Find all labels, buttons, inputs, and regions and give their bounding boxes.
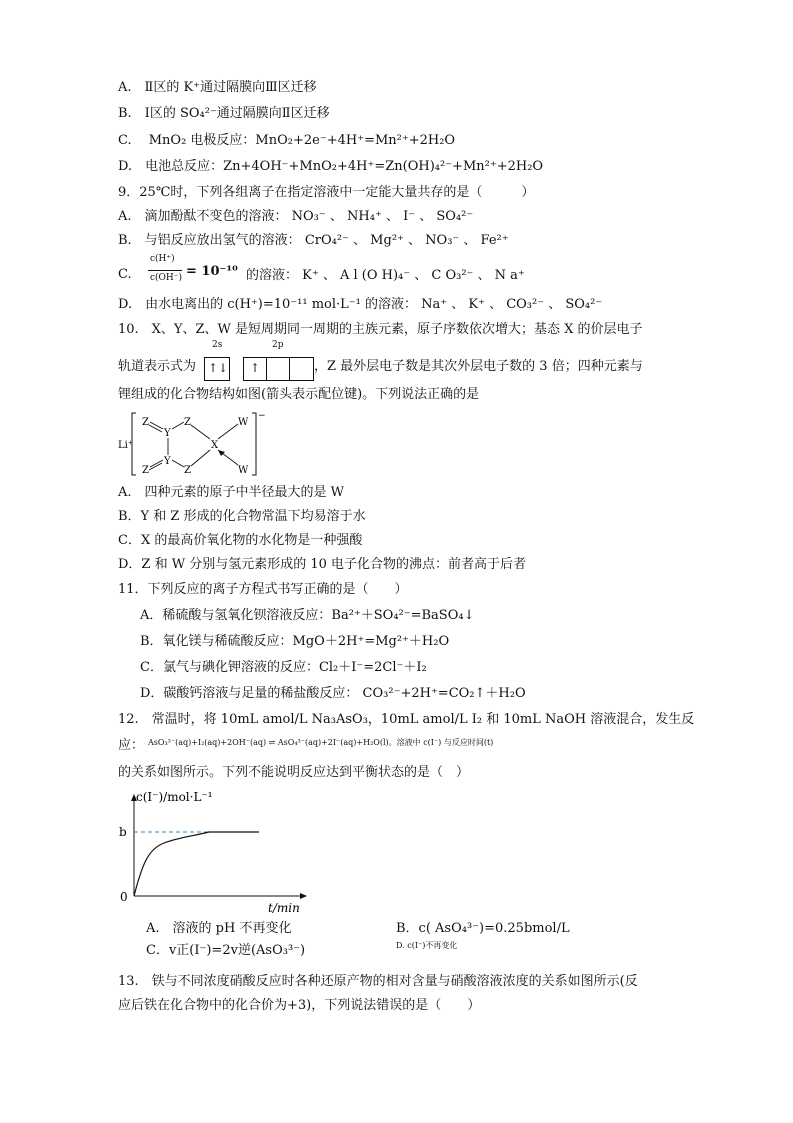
atom-z-bottom-right: Z (184, 465, 191, 476)
q12-stem-line2a: 应： (118, 738, 145, 753)
negative-charge: − (258, 411, 266, 421)
q10-stem-line3: 锂组成的化合物结构如图(箭头表示配位键)。下列说法正确的是 (118, 387, 480, 402)
graph-curve (134, 832, 259, 896)
q11-stem: 11．下列反应的离子方程式书写正确的是（ ） (118, 582, 408, 597)
lithium-compound-structure (114, 409, 274, 481)
q9-c-label: C. (118, 267, 132, 282)
q11-option-d: D．碳酸钙溶液与足量的稀盐酸反应： CO₃²⁻+2H⁺=CO₂↑＋H₂O (140, 686, 526, 701)
q11-option-a: A．稀硫酸与氢氧化钡溶液反应：Ba²⁺＋SO₄²⁻=BaSO₄↓ (140, 608, 475, 623)
fraction-bar (148, 270, 182, 271)
graph-origin-label: 0 (120, 890, 128, 904)
atom-w-top: W (238, 417, 249, 428)
atom-w-bottom: W (238, 465, 249, 476)
bond-lines (149, 422, 238, 470)
q9-option-a: A. 滴加酚酞不变色的溶液： NO₃⁻ 、 NH₄⁺ 、 I⁻ 、 SO₄²⁻ (118, 209, 474, 224)
orbital-divider (266, 358, 267, 380)
q11-option-c: C．氯气与碘化钾溶液的反应：Cl₂＋I⁻=2Cl⁻＋I₂ (140, 660, 427, 675)
q9-c-fraction-numerator: c(H⁺) (150, 254, 175, 264)
electron-pair-arrows: ↑↓ (208, 361, 229, 375)
q12-option-a: A. 溶液的 pH 不再变化 (146, 921, 292, 936)
q9-option-d: D. 由水电离出的 c(H⁺)=10⁻¹¹ mol·L⁻¹ 的溶液： Na⁺ 、 K⁺ 、 CO₃²⁻ 、 SO₄²⁻ (118, 297, 603, 312)
q9-c-ions: 的溶液： K⁺ 、 A l (O H)₄⁻ 、 C O₃²⁻ 、 N a⁺ (246, 268, 525, 283)
atom-y-top: Y (164, 428, 171, 439)
q12-stem-line1: 12. 常温时，将 10mL amol/L Na₃AsO₃，10mL amol/L I₂ 和 10mL NaOH 溶液混合，发生反 (118, 712, 695, 727)
q11-option-b: B．氧化镁与稀硫酸反应：MgO＋2H⁺=Mg²⁺＋H₂O (140, 634, 450, 649)
orbital-divider (289, 358, 290, 380)
q12-option-b: B．c( AsO₄³⁻)=0.25bmol/L (396, 921, 570, 936)
electron-up-arrow: ↑ (250, 361, 261, 375)
q10-option-d: D．Z 和 W 分别与氢元素形成的 10 电子化合物的沸点：前者高于后者 (118, 557, 527, 572)
orbital-2s-box (204, 357, 230, 381)
q8-option-a: A. Ⅱ区的 K⁺通过隔膜向Ⅲ区迁移 (118, 80, 317, 95)
q9-option-b: B. 与铝反应放出氢气的溶液： CrO₄²⁻ 、 Mg²⁺ 、 NO₃⁻ 、 Fe²⁺ (118, 233, 509, 248)
q12-equation: AsO₃³⁻(aq)+I₂(aq)+2OH⁻(aq) ⇌ AsO₄³⁻(aq)+2I⁻(aq)+H₂O(l)。溶液中 c(I⁻) 与反应时间(t) (148, 738, 494, 747)
lithium-ion-label: Li⁺ (118, 440, 134, 451)
q13-stem-line1: 13. 铁与不同浓度硝酸反应时各种还原产物的相对含量与硝酸溶液浓度的关系如图所示(反 (118, 974, 638, 989)
atom-y-bottom: Y (164, 456, 171, 467)
q9-c-ratio: = 10⁻¹⁰ (186, 264, 238, 279)
atom-z-top-left: Z (142, 417, 149, 428)
atom-z-top-right: Z (184, 417, 191, 428)
q13-stem-line2: 应后铁在化合物中的化合价为+3)，下列说法错误的是（ ） (118, 998, 481, 1013)
q8-option-d: D. 电池总反应：Zn+4OH⁻+MnO₂+4H⁺=Zn(OH)₄²⁻+Mn²⁺+2H₂O (118, 159, 544, 174)
q10-stem-line2b: ，Z 最外层电子数是其次外层电子数的 3 倍；四种元素与 (314, 359, 643, 374)
graph-x-axis-label: t/min (268, 901, 300, 915)
q9-c-fraction-denominator: c(OH⁻) (150, 273, 183, 283)
q10-option-c: C．X 的最高价氧化物的水化物是一种强酸 (118, 533, 363, 548)
orbital-2p-boxes (243, 357, 314, 381)
orbital-2p-label: 2p (272, 340, 284, 350)
q10-stem-line2a: 轨道表示式为 (118, 359, 197, 374)
q8-option-c: C. MnO₂ 电极反应：MnO₂+2e⁻+4H⁺=Mn²⁺+2H₂O (118, 133, 456, 148)
graph-y-axis-label: c(I⁻)/mol·L⁻¹ (136, 790, 213, 804)
concentration-time-graph (114, 785, 314, 915)
orbital-2s-label: 2s (212, 340, 223, 350)
q12-option-c: C．v正(I⁻)=2v逆(AsO₃³⁻) (146, 943, 306, 958)
q12-option-d: D. c(I⁻)不再变化 (396, 941, 458, 950)
coordinate-bond-arrowhead (218, 450, 225, 456)
q10-stem-line1: 10. X、Y、Z、W 是短周期同一周期的主族元素，原子序数依次增大；基态 X 的价层电子 (118, 322, 643, 337)
atom-x: X (211, 440, 219, 451)
right-bracket (252, 413, 256, 475)
q12-stem-line3: 的关系如图所示。下列不能说明反应达到平衡状态的是（ ） (118, 765, 470, 780)
q10-option-a: A. 四种元素的原子中半径最大的是 W (118, 485, 345, 500)
q8-option-b: B. Ⅰ区的 SO₄²⁻通过隔膜向Ⅱ区迁移 (118, 106, 330, 121)
q9-stem: 9．25℃时，下列各组离子在指定溶液中一定能大量共存的是（ ） (118, 185, 535, 200)
q10-option-b: B．Y 和 Z 形成的化合物常温下均易溶于水 (118, 509, 366, 524)
graph-b-label: b (119, 825, 127, 839)
atom-z-bottom-left: Z (142, 465, 149, 476)
